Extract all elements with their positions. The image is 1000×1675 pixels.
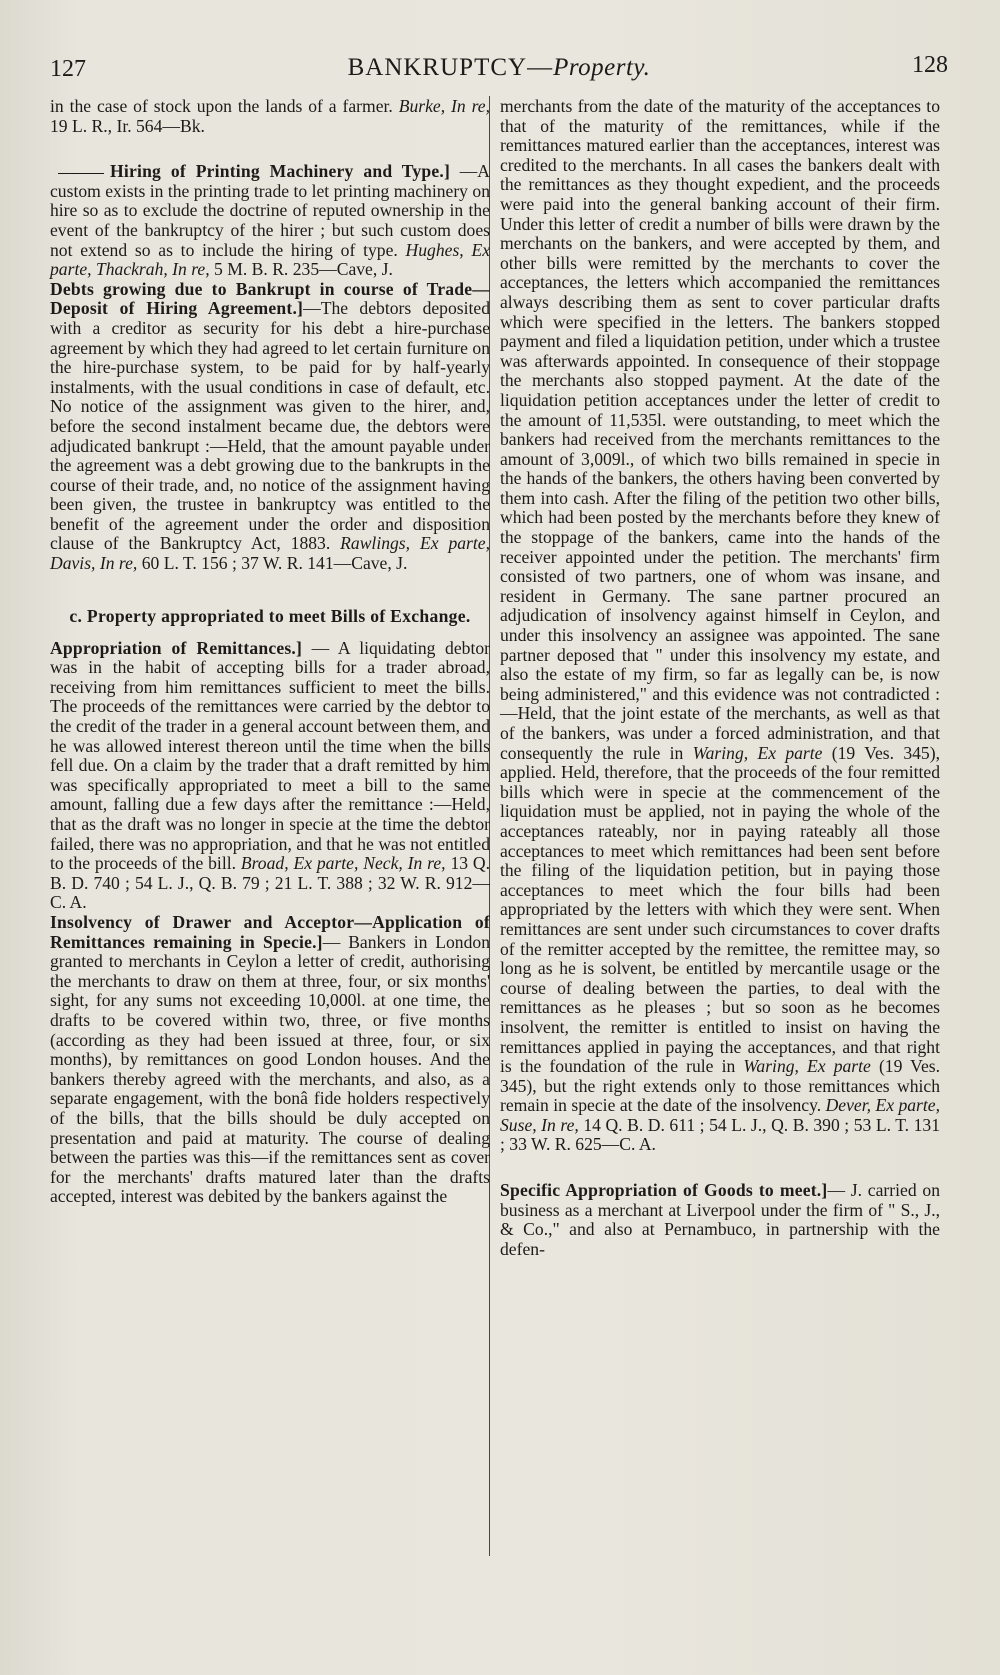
entry-text: — J. carried on business as a merchant at Liverpool under the firm of " S., J., & Co.," and also at Pernambuco, in partnership with the defen-	[500, 1180, 940, 1259]
entry-debts-growing-due	[50, 280, 490, 574]
entry-text: in the case of stock upon the lands of a farmer.	[50, 96, 399, 116]
running-title-italic: Property.	[553, 54, 651, 81]
case-citation: Broad, Ex parte, Neck, In re,	[240, 853, 446, 874]
case-citation: Burke, In re,	[398, 96, 490, 116]
entry-appropriation-remittances	[50, 639, 490, 913]
right-column	[500, 97, 940, 1259]
entry-heading: Insolvency of Drawer and Acceptor—Application of Remittances remaining in Specie.]	[50, 911, 490, 952]
page-header	[50, 48, 948, 88]
running-title-main: BANKRUPTCY—	[347, 54, 554, 81]
entry-text: merchants from the date of the maturity of the acceptances to that of the maturity of the remittances, while if the remittances matured earlier than the acceptances, interest was credited to the merchants. In all cases the bankers dealt with the remittances as they thought expedient, and the proceeds were paid into the general banking account of their firm. Under this letter of credit a number of bills were drawn by the merchants on the bankers, and were accepted by them, and other bills were remitted by the merchants to cover the acceptances, the letters which accompanied the remittances always describing them as sent to cover particular drafts which were specified in the letters. The bankers stopped payment and filed a liquidation petition, under which a trustee was afterwards appointed. In consequence of their stoppage the merchants also stopped payment. At the date of the liquidation petition acceptances under the letter of credit to the amount of 11,535l. were outstanding, to meet which the bankers had received from the merchants remittances to the amount of 3,009l., of which two bills remained in specie in the hands of the bankers, the others having been converted by them into cash. After the filing of the petition two other bills, which had been posted by the merchants before they knew of the stoppage of the bankers, came into the hands of the receiver appointed under the petition. The merchants' firm consisted of two partners, one of whom was insane, and resident in Germany. The sane partner procured an adjudication of insolvency against himself in Ceylon, and under this insolvency an assignee was appointed. The sane partner deposed that " under this insolvency my estate, and also the estate of my firm, so far as legally can be, is now being administered," and this evidence was not contradicted :—Held, that the joint estate of the merchants, as well as that of the bankers, was under a forced administration, and that consequently the rule in	[500, 96, 940, 763]
dash-rule	[58, 173, 104, 174]
entry-heading: Debts growing due to Bankrupt in course of Trade—Deposit of Hiring Agreement.]	[50, 278, 490, 319]
page-number-left: 127	[50, 56, 86, 82]
entry-text: — A liquidating debtor was in the habit of accepting bills for a trader abroad, receiving from him remittances sufficient to meet the bills. The proceeds of the remittances were carried by the debtor to the credit of the trader in a general account between them, and he was allowed interest thereon until the time when the bills fell due. On a claim by the trader that a draft remitted by him was specifically appropriated to meet a bill to the same amount, falling due a few days after the remittance :—Held, that as the draft was no longer in specie at the time the debtor failed, there was no appropriation, and that he was not entitled to the proceeds of the bill.	[50, 637, 490, 874]
entry-text: (19 Ves. 345), but the right extends only to those remittances which remain in specie at the date of the insolvency.	[500, 1056, 940, 1116]
case-citation: Dever, Ex parte, Suse, In re,	[500, 1095, 940, 1135]
entry-insolvency-drawer	[50, 913, 490, 1207]
entry-text: 14 Q. B. D. 611 ; 54 L. J., Q. B. 390 ; 53 L. T. 131 ; 33 W. R. 625—C. A.	[500, 1114, 940, 1155]
entry-heading: Specific Appropriation of Goods to meet.]	[500, 1180, 828, 1201]
entry-stock-farmer	[50, 97, 490, 136]
case-citation: Rawlings, Ex parte, Davis, In re,	[50, 533, 490, 574]
case-citation: Waring, Ex parte	[692, 742, 823, 763]
entry-insolvency-drawer-continued	[500, 97, 940, 1155]
left-column	[50, 97, 490, 1207]
page-number-right: 128	[912, 52, 948, 78]
entry-text: (19 Ves. 345), applied. Held, therefore, that the proceeds of the four remitted bills which were in specie at the commencement of the liquidation must be applied, not in paying the whole of the acceptances rateably, nor in paying rateably all those acceptances to meet which remittances had been sent before the filing of the liquidation petition, but in paying those acceptances to meet which the four bills had been appropriated by the letters with which they were sent. When remittances are sent under such circumstances to cover drafts of the remitter accepted by the remittee, the remittee may, so long as he is solvent, be entitled by mercantile usage or the course of dealing between the parties, to deal with the remittances as he pleases ; but so soon as he becomes insolvent, the remitter is entitled to insist on having the remittances applied in paying the acceptances, and that right is the foundation of the rule in	[500, 742, 940, 1077]
case-citation: Hughes, Ex parte, Thackrah, In re,	[50, 239, 491, 280]
entry-text: — Bankers in London granted to merchants in Ceylon a letter of credit, authorising the merchants to draw on them at three, four, or six months' sight, for any sums not exceeding 10,000l. at one time, the drafts to be covered within two, three, or five months (according as they had been issued at three, four, or six months), by remittances on good London houses. And the bankers thereby agreed with the merchants, and also, as a separate engagement, with the bonâ fide holders respectively of the bills, that the bills should be duly accepted on presentation and paid at maturity. The course of dealing between the parties was this—if the remittances sent as cover for the merchants' drafts matured later than the drafts accepted, interest was debited by the bankers against the	[50, 931, 490, 1207]
section-heading: c. Property appropriated to meet Bills of Exchange.	[69, 605, 471, 626]
entry-text: —The debtors deposited with a creditor as security for his debt a hire-purchase agreement by which they had agreed to let certain furniture on the hire-purchase system, to be paid for by half-yearly instalments, with the usual conditions in case of default, etc. No notice of the assignment was given to the hirer, and, before the second instalment became due, the debtors were adjudicated bankrupt :—Held, that the amount payable under the agreement was a debt growing due to the bankrupts in the course of their trade, and, no notice of the assignment having been given, the trustee in bankruptcy was entitled to the benefit of the agreement under the order and disposition clause of the Bankruptcy Act, 1883.	[50, 298, 491, 554]
entry-heading: Hiring of Printing Machinery and Type.]	[110, 161, 451, 182]
entry-text: 19 L. R., Ir. 564—Bk.	[50, 115, 205, 136]
entry-text: 5 M. B. R. 235—Cave, J.	[209, 259, 393, 280]
entry-specific-appropriation	[500, 1181, 940, 1259]
entry-heading: Appropriation of Remittances.]	[50, 637, 303, 658]
entry-text: —A custom exists in the printing trade to let printing machinery on hire so as to exclude the doctrine of reputed ownership in the event of the bankruptcy of the hirer ; but such custom does not extend so as to include the hiring of type.	[50, 161, 490, 260]
entry-text: 13 Q. B. D. 740 ; 54 L. J., Q. B. 79 ; 21 L. T. 388 ; 32 W. R. 912—C. A.	[50, 853, 491, 913]
running-title	[50, 54, 948, 82]
entry-text: 60 L. T. 156 ; 37 W. R. 141—Cave, J.	[137, 553, 408, 574]
entry-hiring-printing	[50, 162, 490, 280]
case-citation: Waring, Ex parte	[743, 1056, 871, 1077]
